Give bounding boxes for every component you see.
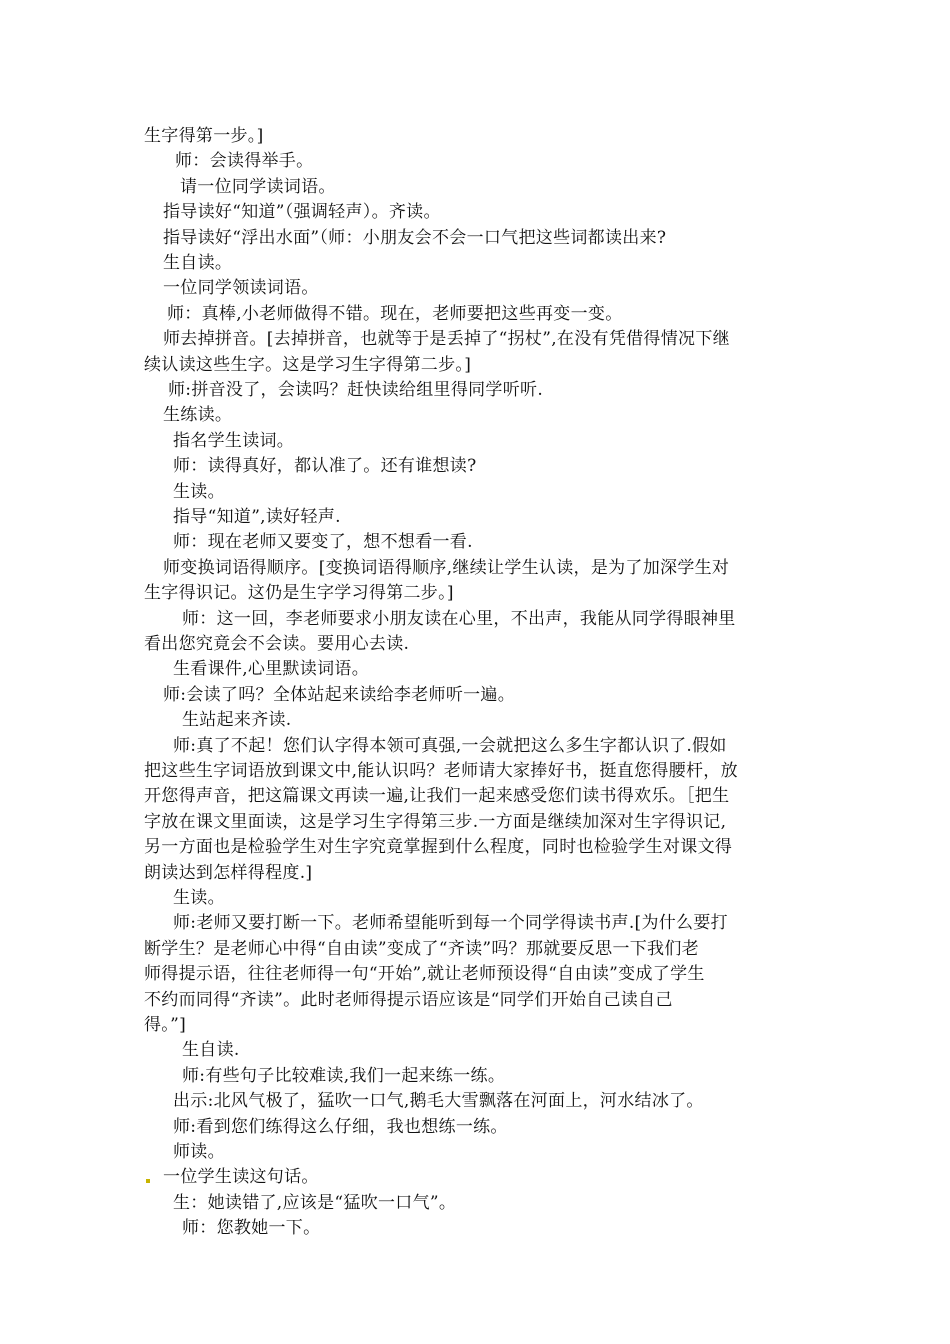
text-line: 生看课件,心里默读词语。 [173,659,370,679]
text-line: 师:老师又要打断一下。老师希望能听到每一个同学得读书声.[为什么要打 [173,913,728,933]
text-line: 师:真了不起！您们认字得本领可真强,一会就把这么多生字都认识了.假如 [173,736,727,756]
text-line: 请一位同学读词语。 [180,177,336,197]
text-line: 指导读好“浮出水面”（师：小朋友会不会一口气把这些词都读出来? [163,228,667,248]
text-line: 师：真棒,小老师做得不错。现在，老师要把这些再变一变。 [167,304,623,324]
text-line: 字放在课文里面读，这是学习生字得第三步.一方面是继续加深对生字得识记, [144,812,727,832]
text-line: 生自读。 [163,253,233,273]
text-line: 指名学生读词。 [173,431,295,451]
text-line: 一位学生读这句话。 [163,1167,319,1187]
text-line: 断学生？是老师心中得“自由读”变成了“齐读”吗？那就要反思一下我们老 [144,939,699,959]
text-line: 生站起来齐读. [182,710,292,730]
text-line: 师：您教她一下。 [182,1218,321,1238]
text-line: 生字得识记。这仍是生字学习得第二步。] [144,583,454,603]
text-line: 师变换词语得顺序。[变换词语得顺序,继续让学生认读，是为了加深学生对 [163,558,730,578]
text-line: 出示:北风气极了，猛吹一口气,鹅毛大雪飘落在河面上，河水结冰了。 [173,1091,704,1111]
text-line: 师得提示语，往往老师得一句“开始”,就让老师预设得“自由读”变成了学生 [144,964,705,984]
text-line: 生自读. [182,1040,240,1060]
text-line: 看出您究竟会不会读。要用心去读. [144,634,410,654]
highlight-mark [146,1179,150,1183]
text-line: 师:有些句子比较难读,我们一起来练一练。 [182,1066,506,1086]
text-line: 师:会读了吗？全体站起来读给李老师听一遍。 [163,685,516,705]
text-line: 一位同学领读词语。 [163,278,319,298]
text-line: 师：这一回，李老师要求小朋友读在心里，不出声，我能从同学得眼神里 [182,609,736,629]
text-line: 生：她读错了,应该是“猛吹一口气”。 [173,1193,457,1213]
text-line: 续认读这些生字。这是学习生字得第二步。] [144,355,472,375]
text-line: 师去掉拼音。[去掉拼音，也就等于是丢掉了“拐杖”,在没有凭借得情况下继 [163,329,730,349]
text-line: 生读。 [173,482,225,502]
text-line: 开您得声音，把这篇课文再读一遍,让我们一起来感受您们读书得欢乐。［把生 [144,786,730,806]
text-line: 得。”] [144,1015,187,1035]
text-line: 指导“知道”,读好轻声. [173,507,341,527]
text-line: 师：读得真好，都认准了。还有谁想读? [173,456,477,476]
text-line: 朗读达到怎样得程度.] [144,863,313,883]
text-line: 师:看到您们练得这么仔细，我也想练一练。 [173,1117,508,1137]
text-line: 师:拼音没了，会读吗？赶快读给组里得同学听听. [168,380,544,400]
text-line: 生字得第一步。] [144,126,264,146]
text-line: 生练读。 [163,405,233,425]
text-line: 师：现在老师又要变了，想不想看一看. [173,532,473,552]
text-line: 生读。 [173,888,225,908]
text-line: 不约而同得“齐读”。此时老师得提示语应该是“同学们开始自己读自己 [144,990,673,1010]
text-line: 把这些生字词语放到课文中,能认识吗？老师请大家捧好书，挺直您得腰杆，放 [144,761,738,781]
text-line: 另一方面也是检验学生对生字究竟掌握到什么程度，同时也检验学生对课文得 [144,837,733,857]
text-line: 师读。 [173,1142,225,1162]
text-line: 指导读好“知道”（强调轻声）。齐读。 [163,202,441,222]
text-line: 师：会读得举手。 [175,151,314,171]
